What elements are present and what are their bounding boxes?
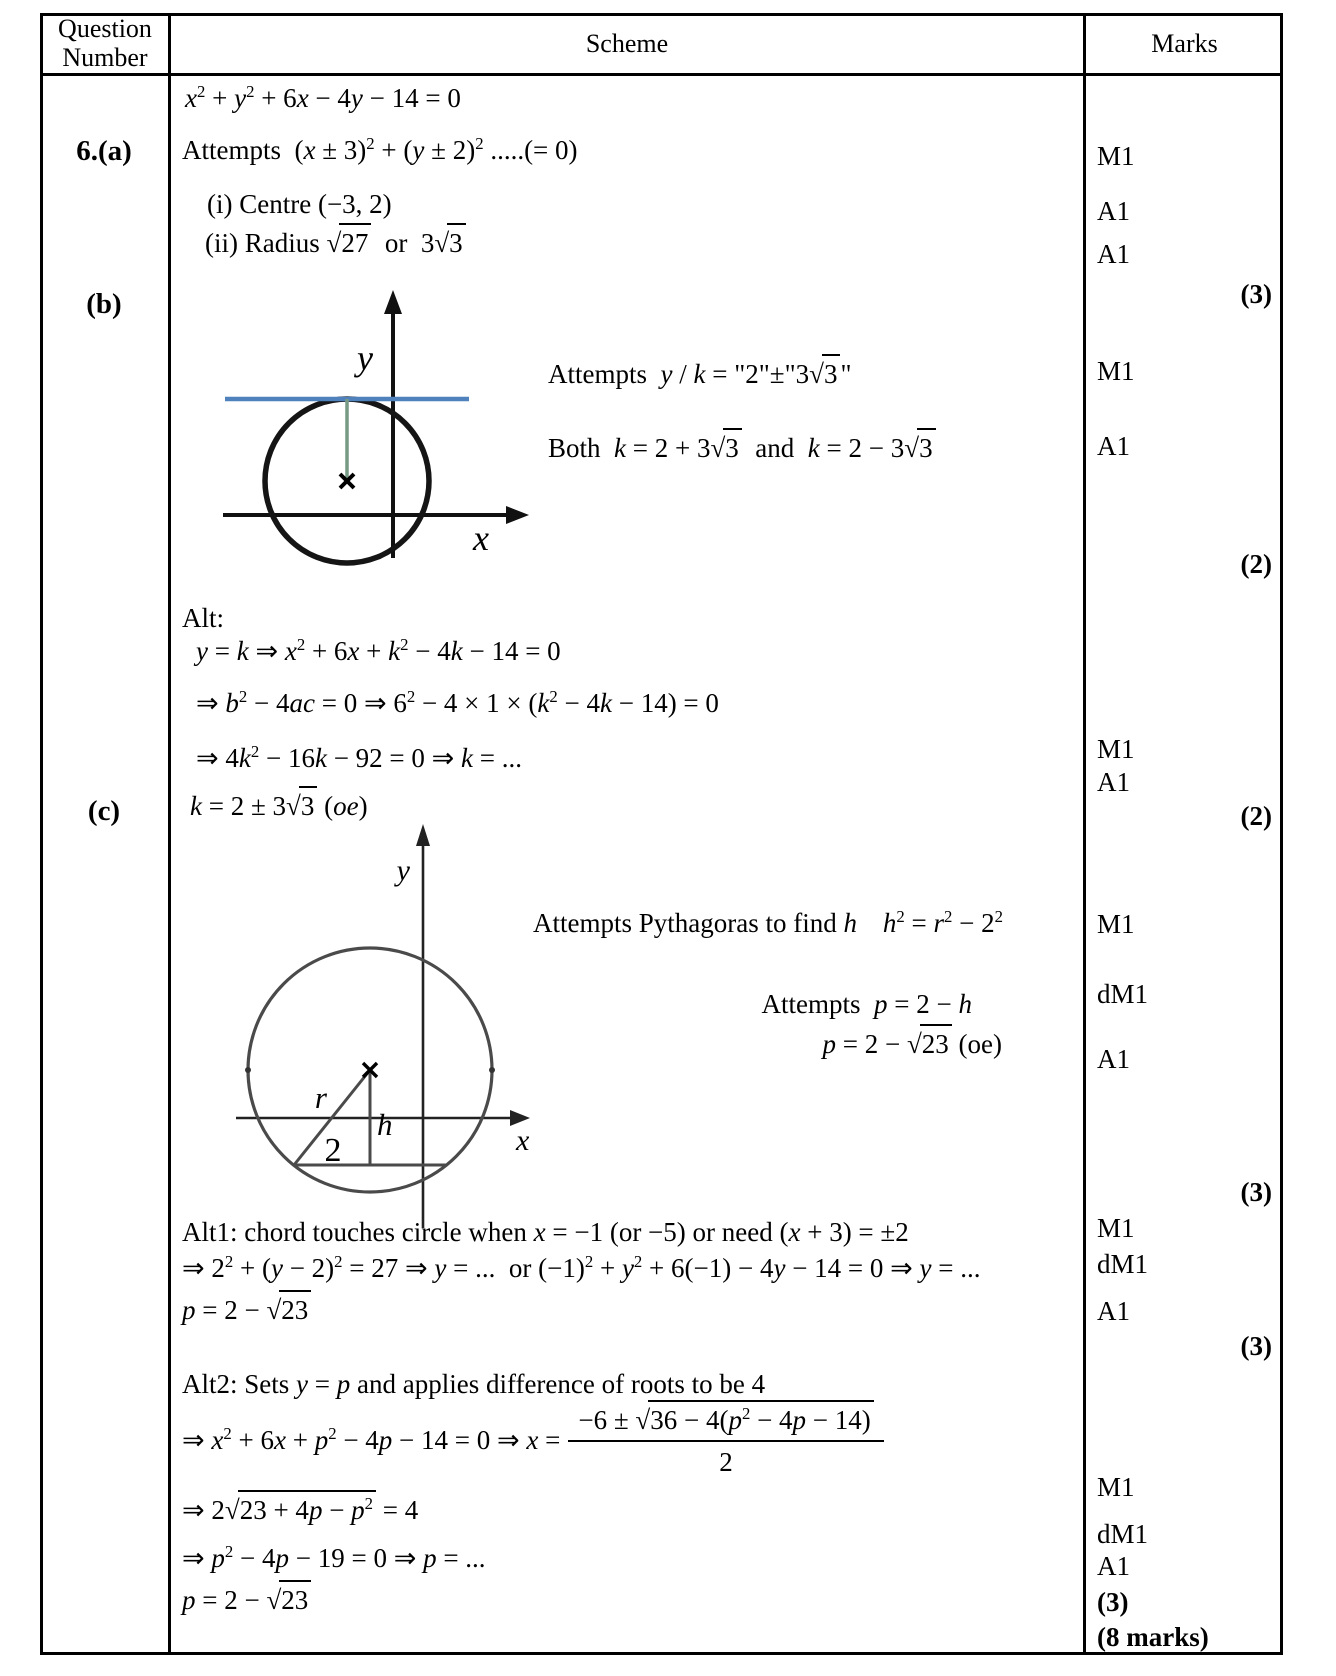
- mark-label: M1: [1097, 1472, 1135, 1502]
- scheme-line-attempts-p: Attempts p = 2 − h: [761, 989, 972, 1019]
- alt2-equation-left: ⇒ $x^2 + 6x + p^2 - 4p - 14 = 0$ ⇒ x =: [182, 1423, 561, 1455]
- scheme-line-alt-label: Alt:: [182, 603, 225, 633]
- mark-label: M1: [1097, 734, 1135, 764]
- scheme-line-c-alt2-2: [182, 1400, 884, 1480]
- column-divider-question-scheme: [168, 13, 171, 1655]
- scheme-line-radius: (ii) Radius √27 or 3√3: [205, 223, 466, 261]
- question-label-6a: 6.(a): [76, 135, 132, 167]
- column-divider-scheme-marks: [1083, 13, 1086, 1655]
- scheme-line-b-alt-2: ⇒ $b^2 - 4ac = 0$ ⇒ $6^2 - 4 \times 1 \times (k^2 - 4k - 14) = 0$: [196, 686, 719, 718]
- header-row-divider: [40, 73, 1283, 76]
- mark-label: A1: [1097, 1551, 1130, 1581]
- radius-label: r: [314, 1080, 327, 1115]
- scheme-line-c-alt2-1: Alt2: Sets y = p and applies difference of roots to be 4: [182, 1369, 766, 1399]
- pythagoras-text: Attempts Pythagoras to find h: [533, 908, 857, 938]
- scheme-line-b-alt-4: k = 2 ± 3√3 (oe): [190, 786, 368, 824]
- scheme-line-c-alt2-5: p = 2 − √23: [182, 1580, 311, 1618]
- header-marks: Marks: [1151, 29, 1218, 58]
- scheme-line-c-alt1-3: p = 2 − √23: [182, 1290, 311, 1328]
- mark-subtotal: (3): [1240, 279, 1272, 309]
- scheme-line-c-alt1-1: Alt1: chord touches circle when x = −1 (or −5) or need (x + 3) = ±2: [182, 1217, 909, 1247]
- scheme-line-c-alt2-3: ⇒ $2√23 + 4p - p^2 = 4$: [182, 1490, 418, 1528]
- x-axis-label: x: [516, 1124, 530, 1157]
- y-axis-label: y: [396, 854, 410, 887]
- mark-label: M1: [1097, 141, 1135, 171]
- mark-label: M1: [1097, 356, 1135, 386]
- mark-label: A1: [1097, 1296, 1130, 1326]
- scheme-line-c-alt1-2: ⇒ $2^2 + (y - 2)^2 = 27$ ⇒ y = ... or $(-1)^2 + y^2 + 6(-1) - 4y - 14 = 0$ ⇒ y = ...: [182, 1251, 981, 1283]
- mark-subtotal: (3): [1240, 1331, 1272, 1361]
- scheme-line-attempts-complete-square: Attempts $(x \pm 3)^2 + (y \pm 2)^2$ .....(= 0): [182, 133, 578, 165]
- scheme-line-both-k: Both k = 2 + 3√3 and k = 2 − 3√3: [548, 428, 936, 466]
- mark-label: dM1: [1097, 979, 1149, 1009]
- segment-length-label: 2: [324, 1132, 342, 1169]
- scheme-line-b-alt-1: y = k ⇒ $x^2 + 6x + k^2 - 4k - 14 = 0$: [196, 634, 561, 666]
- circle-right-point-icon: [489, 1067, 495, 1073]
- x-axis-label: x: [473, 518, 489, 558]
- scheme-line-pythagoras: [533, 908, 1003, 939]
- mark-label: M1: [1097, 1213, 1135, 1243]
- mark-subtotal: (3): [1240, 1177, 1272, 1207]
- scheme-line-b-alt-3: ⇒ $4k^2 - 16k - 92 = 0$ ⇒ k = ...: [196, 741, 522, 773]
- y-axis-label: y: [357, 338, 373, 378]
- mark-label: A1: [1097, 767, 1130, 797]
- scheme-line-p-equation: p = 2 − √23 (oe): [822, 1024, 1002, 1062]
- scheme-line-c-alt2-4: ⇒ $p^2 - 4p - 19 = 0$ ⇒ p = ...: [182, 1541, 486, 1573]
- x-axis-arrow-icon: [506, 506, 529, 524]
- mark-label: dM1: [1097, 1249, 1149, 1279]
- height-label: h: [377, 1107, 393, 1142]
- header-question-number: Question Number: [58, 14, 152, 72]
- mark-total: (8 marks): [1097, 1622, 1209, 1652]
- question-label-b: (b): [86, 288, 122, 320]
- scheme-line-main-equation: $x^2 + y^2 + 6x - 4y - 14 = 0$: [185, 81, 461, 113]
- mark-label: M1: [1097, 909, 1135, 939]
- scheme-line-centre: (i) Centre (−3, 2): [207, 189, 392, 219]
- alt2-equation-fraction: $\frac{-6 \pm √36 - 4(p^2 - 4p - 14)}{2}$: [560, 1400, 883, 1480]
- diagram-part-b: [215, 288, 535, 573]
- pythagoras-equation: $h^2 = r^2 - 2^2$: [882, 906, 1003, 938]
- mark-label: A1: [1097, 196, 1130, 226]
- y-axis-arrow-icon: [384, 290, 402, 314]
- question-label-c: (c): [87, 795, 121, 827]
- mark-subtotal: (3): [1097, 1587, 1129, 1617]
- mark-label: dM1: [1097, 1519, 1149, 1549]
- mark-label: A1: [1097, 1044, 1130, 1074]
- mark-subtotal: (2): [1240, 549, 1272, 579]
- mark-subtotal: (2): [1240, 801, 1272, 831]
- mark-label: A1: [1097, 431, 1130, 461]
- diagram-part-c: [230, 820, 552, 1235]
- circle-left-point-icon: [245, 1067, 251, 1073]
- scheme-line-attempts-yk: Attempts y / k = "2"±"3√3 ": [548, 354, 851, 392]
- y-axis-arrow-icon: [416, 824, 430, 846]
- mark-label: A1: [1097, 239, 1130, 269]
- header-scheme: Scheme: [585, 29, 669, 58]
